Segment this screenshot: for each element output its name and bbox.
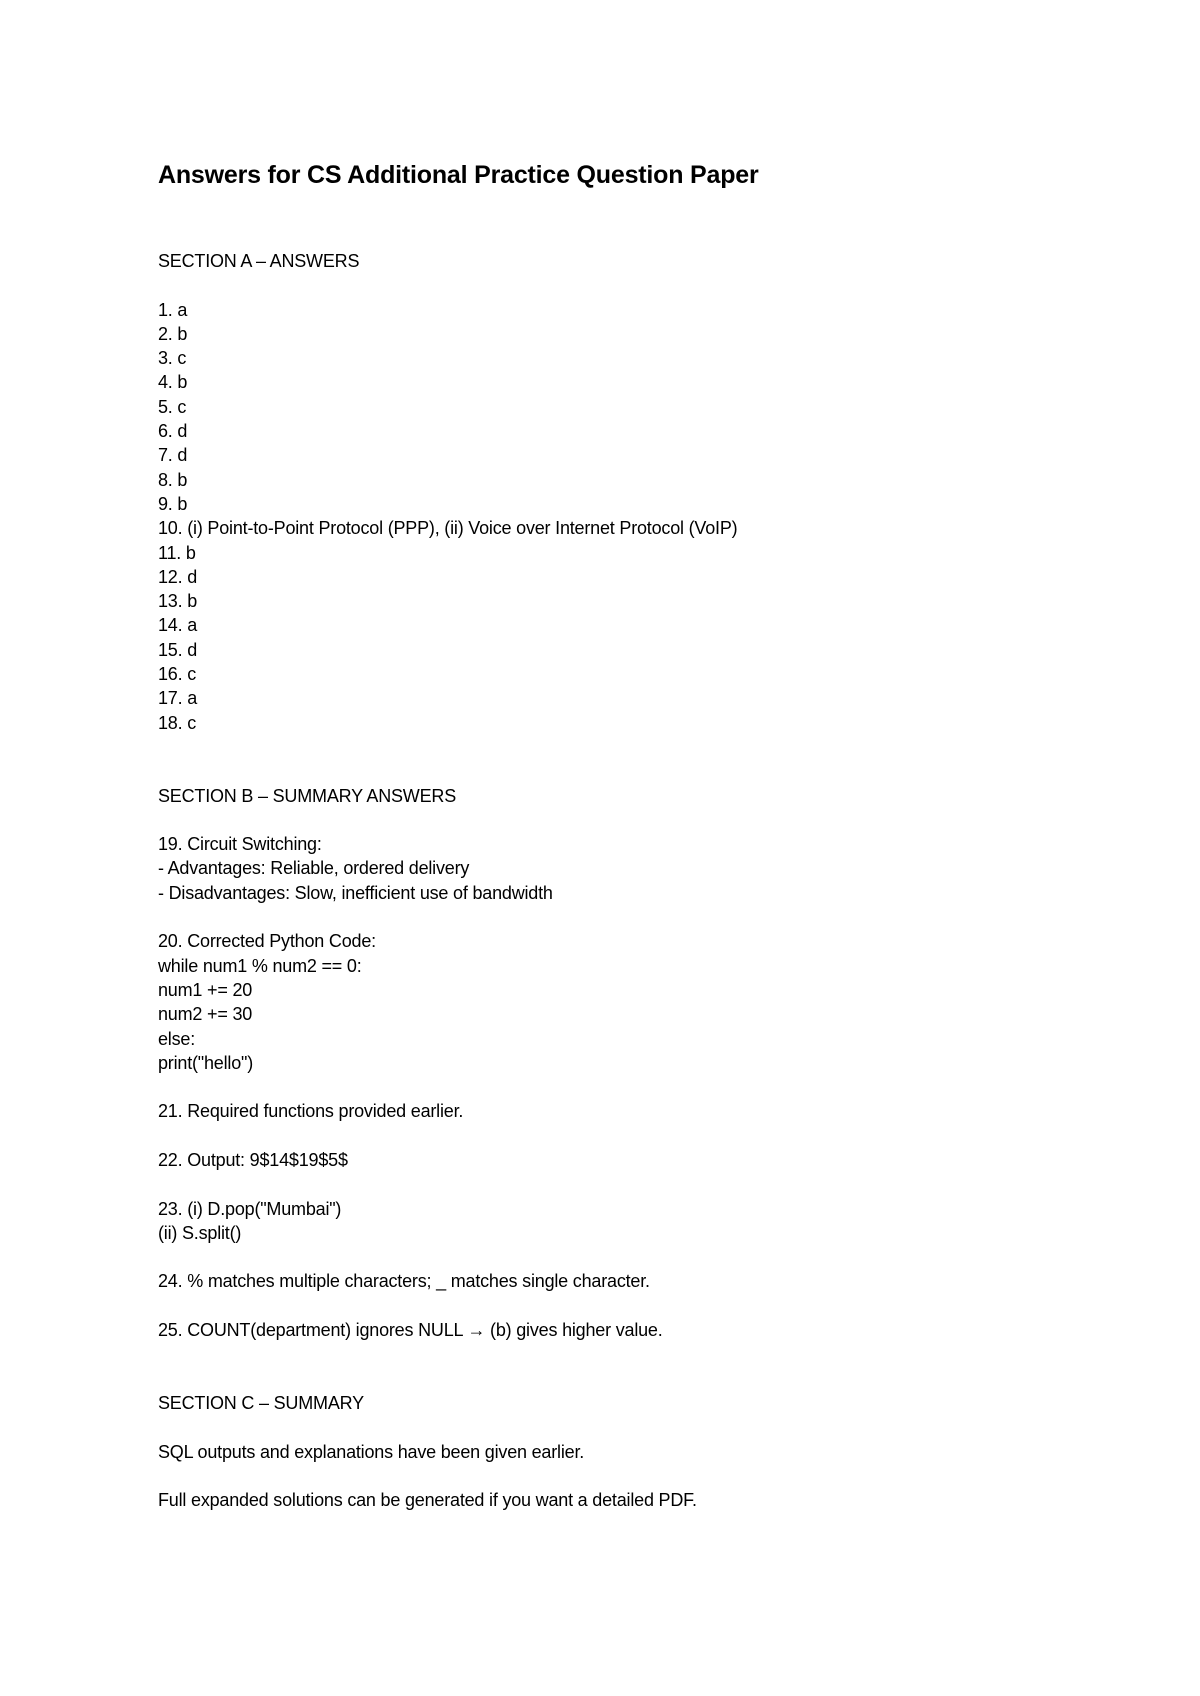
answer-item: 2. b [158,323,188,344]
answer-item: 1. a [158,299,188,320]
answer-item: 8. b [158,469,188,490]
answer-20 [158,929,1118,1075]
code-line: num1 += 20 [158,979,253,1000]
document-page [158,158,1118,1512]
answer-line: (ii) S.split() [158,1222,242,1243]
answer-24: 24. % matches multiple characters; _ matches single character. [158,1271,650,1292]
document-title: Answers for CS Additional Practice Question Paper [158,161,759,189]
answer-21: 21. Required functions provided earlier. [158,1101,464,1122]
answer-line: 20. Corrected Python Code: [158,931,376,952]
section-a-answer-list [158,298,1118,735]
answer-item: 3. c [158,348,187,369]
answer-item: 17. a [158,688,198,709]
answer-item: 15. d [158,639,198,660]
answer-line: - Advantages: Reliable, ordered delivery [158,858,470,879]
answer-item: 6. d [158,421,188,442]
code-line: while num1 % num2 == 0: [158,955,362,976]
code-line: else: [158,1028,196,1049]
answer-item: 12. d [158,566,198,587]
answer-item: 18. c [158,712,197,733]
answer-item: 7. d [158,445,188,466]
answer-23 [158,1197,1118,1246]
answer-line: 19. Circuit Switching: [158,834,322,855]
section-c-text: Full expanded solutions can be generated if you want a detailed PDF. [158,1490,697,1511]
code-line: print("hello") [158,1052,254,1073]
answer-item: 14. a [158,615,198,636]
section-b-heading: SECTION B – SUMMARY ANSWERS [158,785,456,806]
section-c-heading: SECTION C – SUMMARY [158,1392,364,1413]
section-c-text: SQL outputs and explanations have been given earlier. [158,1441,585,1462]
answer-item: 4. b [158,372,188,393]
answer-22: 22. Output: 9$14$19$5$ [158,1149,348,1170]
code-line: num2 += 30 [158,1004,253,1025]
answer-item: 13. b [158,591,198,612]
section-a-heading: SECTION A – ANSWERS [158,251,360,271]
answer-19 [158,832,1118,905]
answer-item: 9. b [158,493,188,514]
answer-line: 23. (i) D.pop("Mumbai") [158,1198,342,1219]
answer-line: - Disadvantages: Slow, inefficient use of bandwidth [158,882,553,903]
answer-25: 25. COUNT(department) ignores NULL → (b) gives higher value. [158,1320,663,1341]
answer-item: 16. c [158,664,197,685]
answer-item: 5. c [158,396,187,417]
answer-item: 10. (i) Point-to-Point Protocol (PPP), (ii) Voice over Internet Protocol (VoIP) [158,518,738,539]
answer-item: 11. b [158,542,196,563]
